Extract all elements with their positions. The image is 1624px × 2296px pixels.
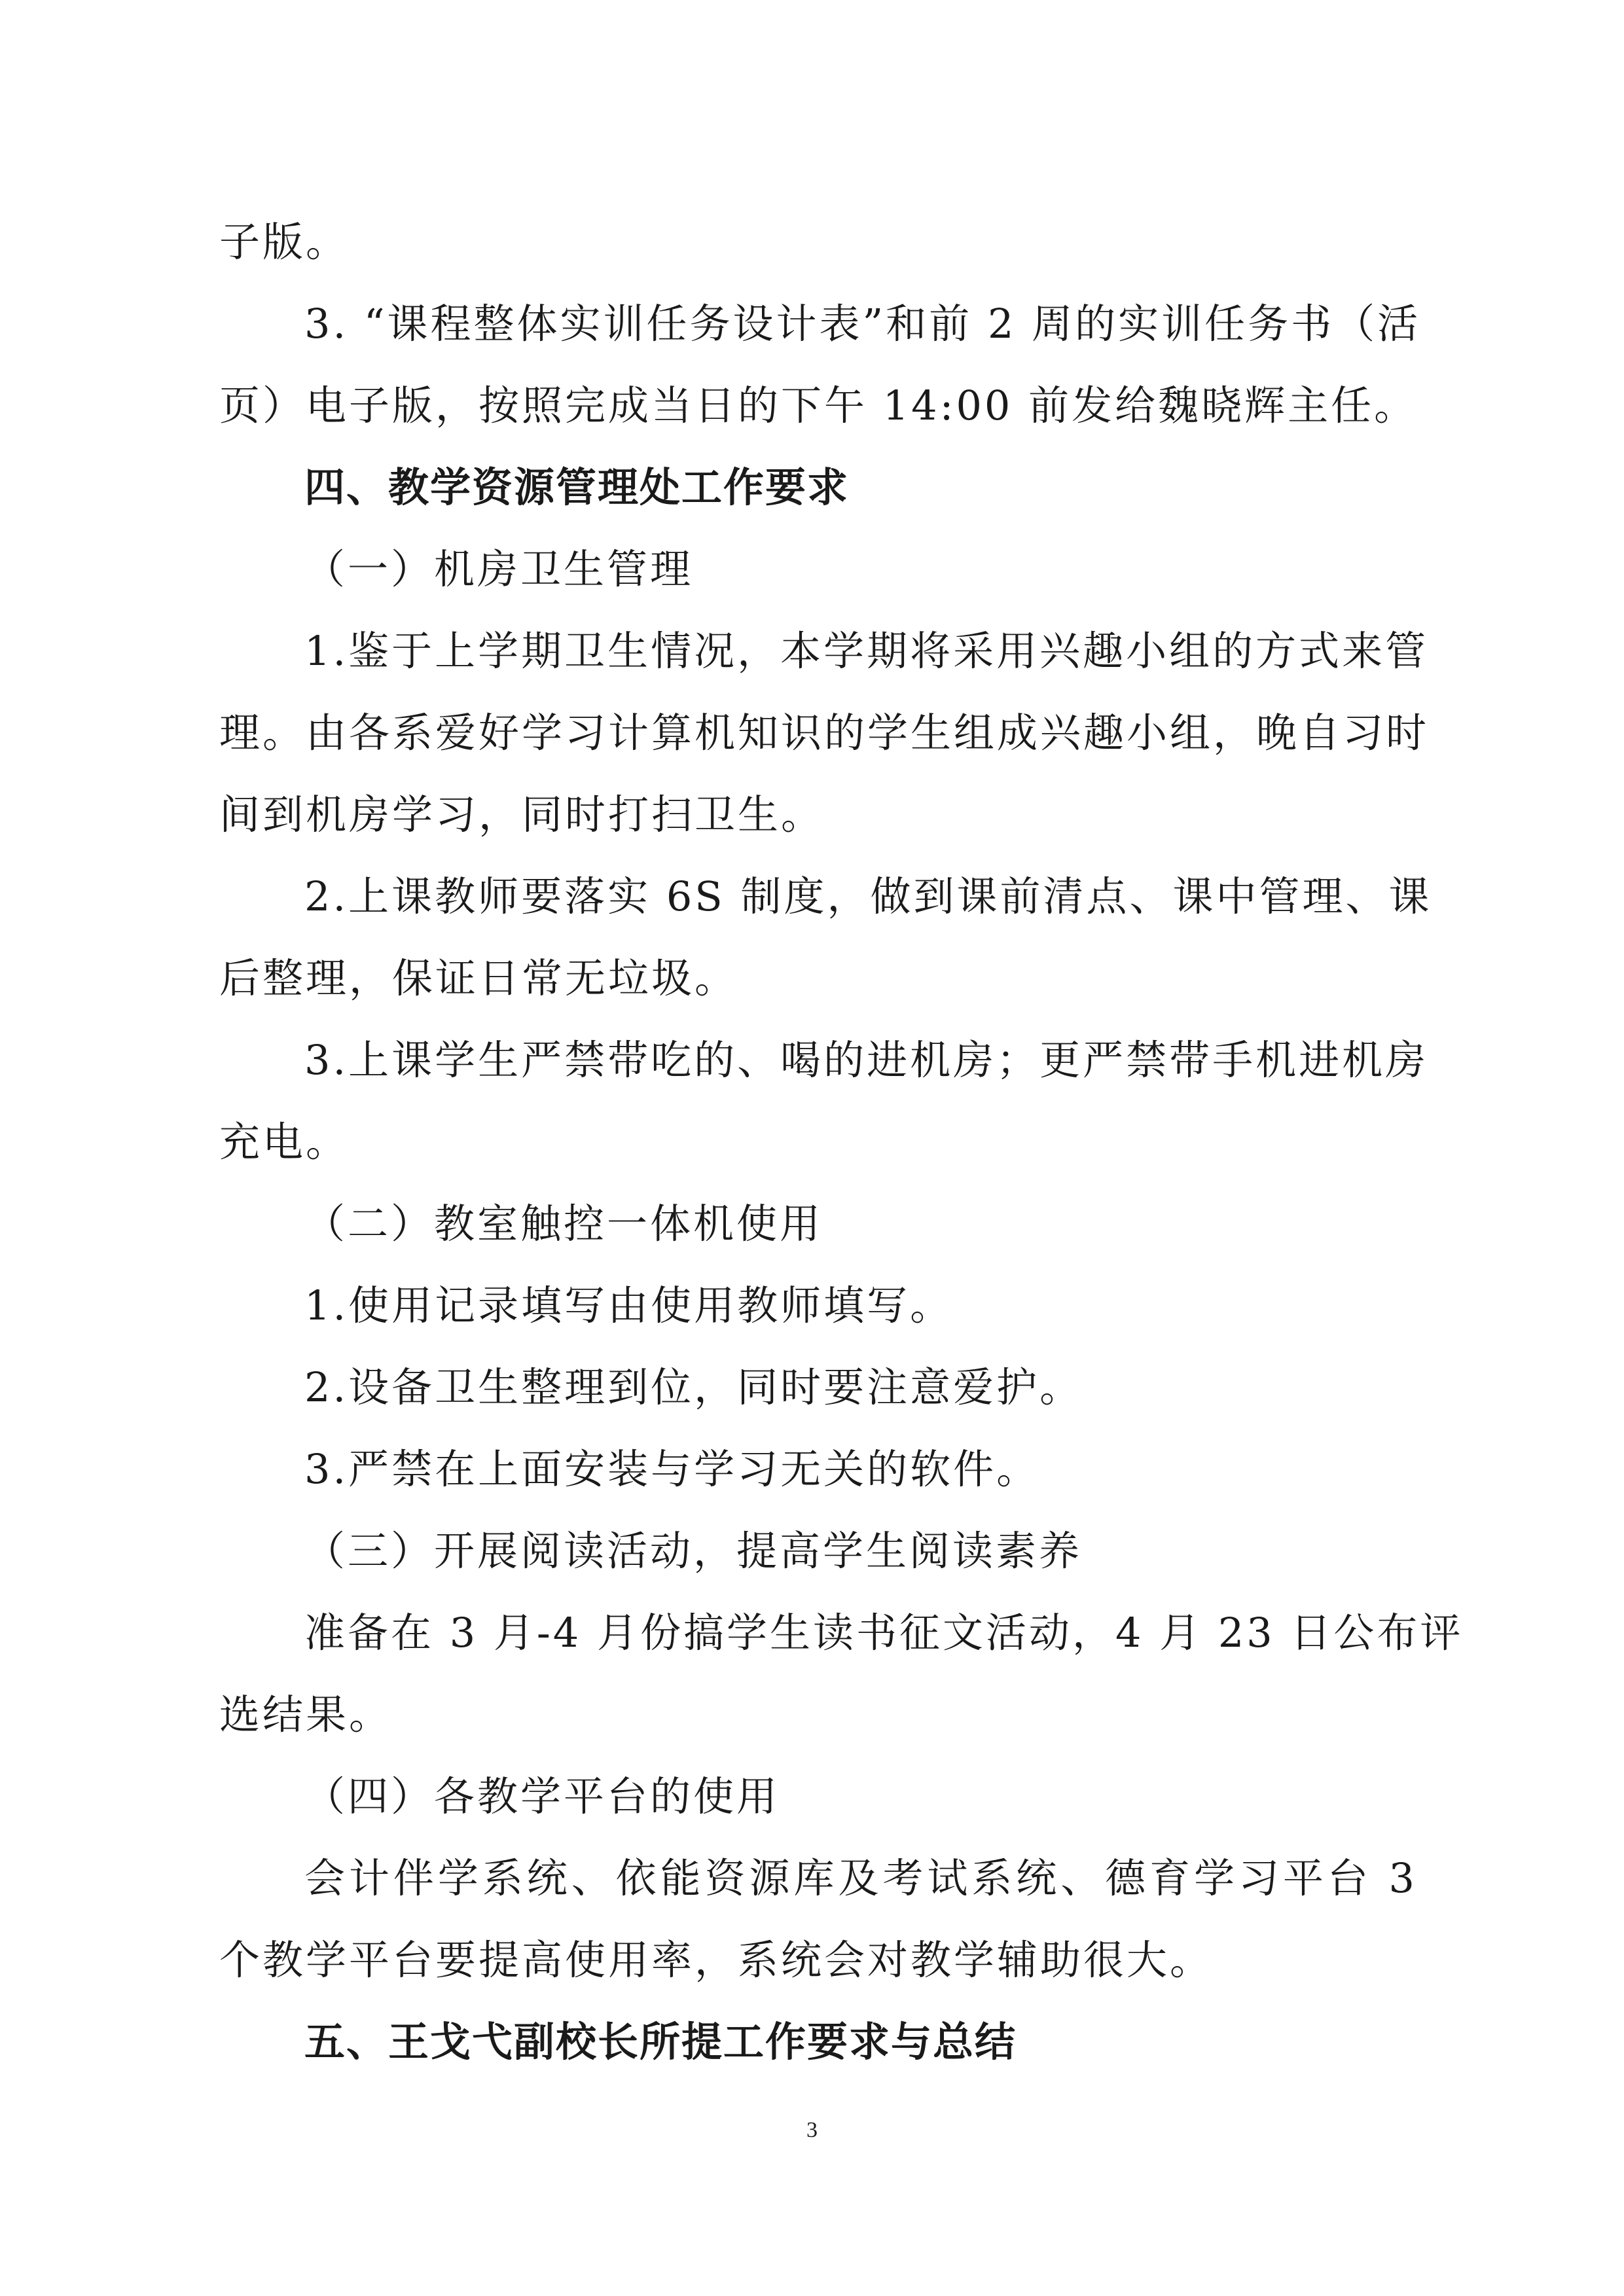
paragraph-line: 会计伴学系统、依能资源库及考试系统、德育学习平台 3: [304, 1854, 1417, 1902]
page-number: 3: [806, 2118, 818, 2142]
paragraph-line: 3.严禁在上面安装与学习无关的软件。: [304, 1445, 1040, 1493]
subsection-heading: （二）教室触控一体机使用: [304, 1200, 823, 1247]
subsection-heading: （三）开展阅读活动，提高学生阅读素养: [304, 1527, 1083, 1575]
paragraph-line: 间到机房学习，同时打扫卫生。: [219, 791, 825, 838]
paragraph-line: 页）电子版，按照完成当日的下午 14:00 前发给魏晓辉主任。: [219, 382, 1418, 429]
subsection-heading: （四）各教学平台的使用: [304, 1772, 780, 1820]
paragraph-line: 3. “课程整体实训任务设计表”和前 2 周的实训任务书（活: [304, 300, 1421, 348]
section-heading: 四、教学资源管理处工作要求: [304, 463, 850, 511]
paragraph-line: 1.使用记录填写由使用教师填写。: [304, 1282, 954, 1329]
paragraph-line: 子版。: [219, 218, 350, 266]
paragraph-line: 1.鉴于上学期卫生情况，本学期将采用兴趣小组的方式来管: [304, 627, 1429, 675]
paragraph-line: 理。由各系爱好学习计算机知识的学生组成兴趣小组，晚自习时: [219, 709, 1430, 757]
paragraph-line: 个教学平台要提高使用率，系统会对教学辅助很大。: [219, 1936, 1214, 1984]
paragraph-line: 2.上课教师要落实 6S 制度，做到课前清点、课中管理、课: [304, 872, 1432, 920]
section-heading: 五、王戈弋副校长所提工作要求与总结: [304, 2018, 1017, 2066]
paragraph-line: 3.上课学生严禁带吃的、喝的进机房；更严禁带手机进机房: [304, 1036, 1429, 1084]
paragraph-line: 2.设备卫生整理到位，同时要注意爱护。: [304, 1363, 1083, 1411]
paragraph-line: 后整理，保证日常无垃圾。: [219, 954, 738, 1002]
paragraph-line: 准备在 3 月-4 月份搞学生读书征文活动，4 月 23 日公布评: [304, 1609, 1464, 1657]
paragraph-line: 选结果。: [219, 1691, 393, 1738]
paragraph-line: 充电。: [219, 1118, 350, 1166]
subsection-heading: （一）机房卫生管理: [304, 545, 694, 593]
